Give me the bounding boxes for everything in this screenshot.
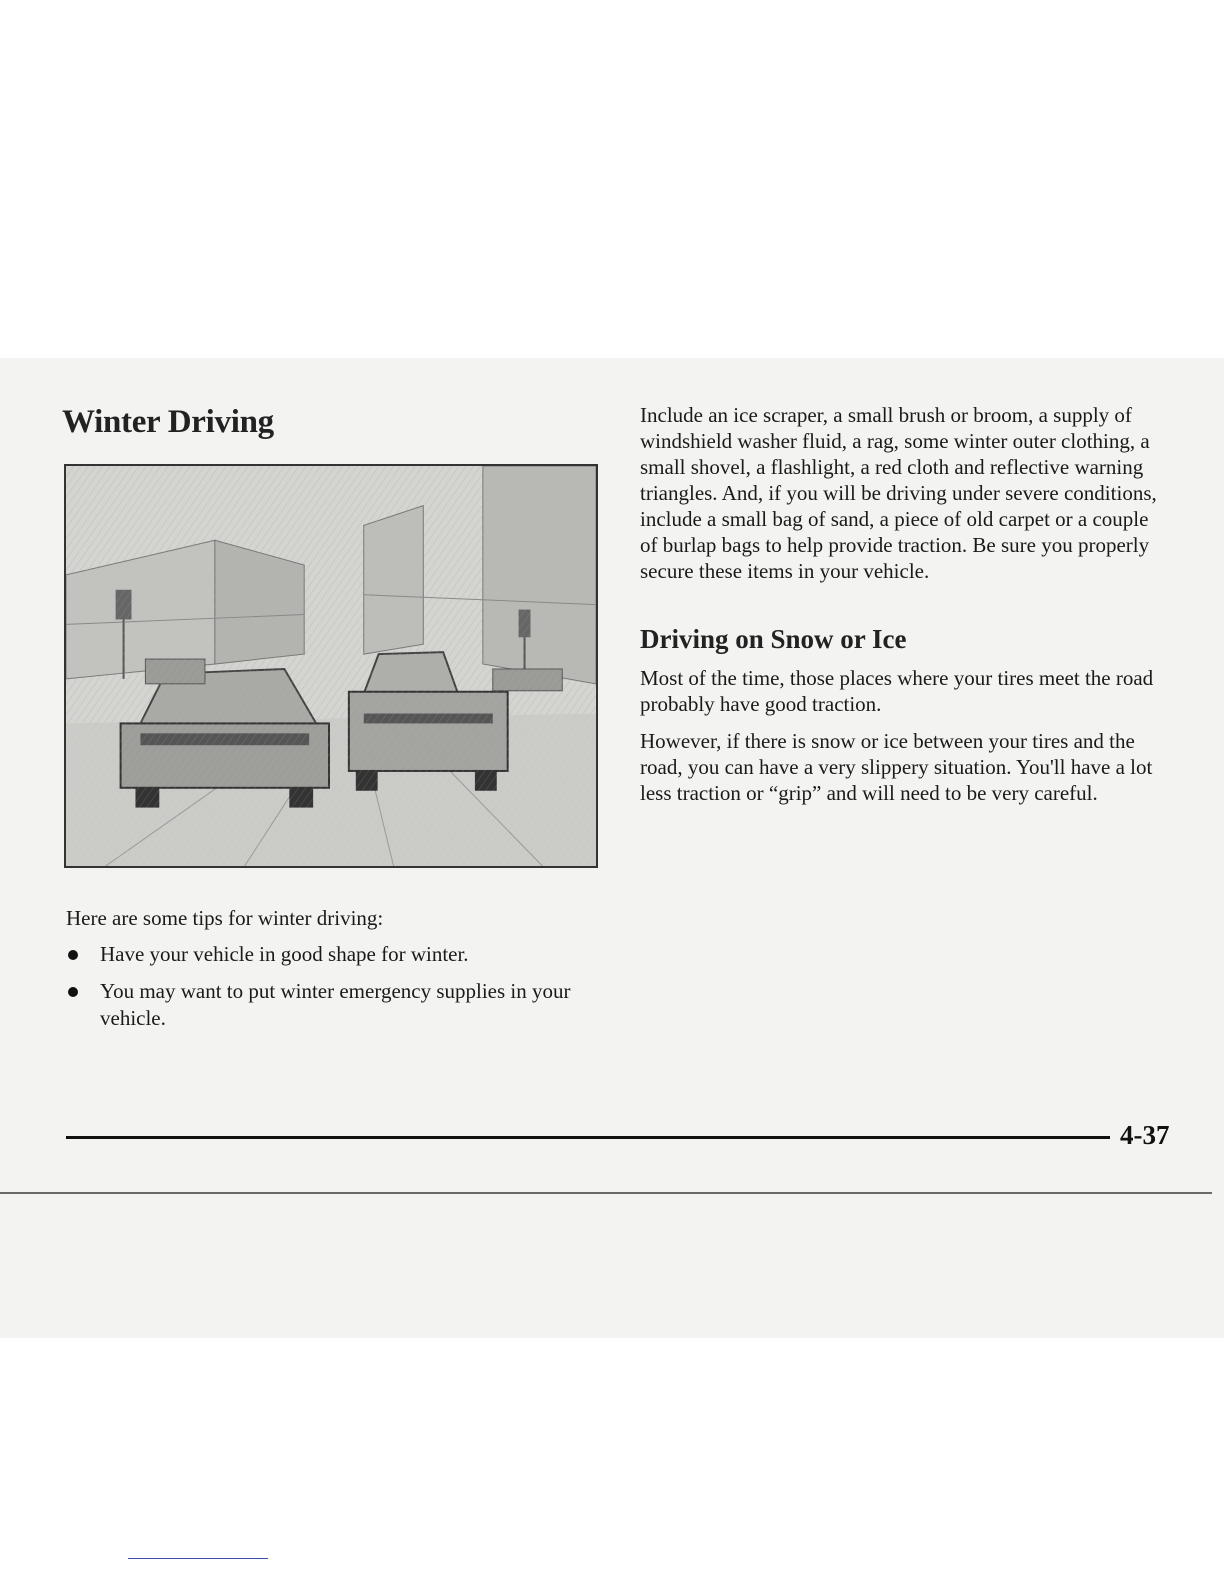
winter-street-illustration	[64, 464, 598, 868]
bullet-icon	[68, 950, 78, 960]
tips-list	[66, 941, 586, 1042]
supplies-paragraph: Include an ice scraper, a small brush or broom, a supply of windshield washer fluid, a rag, some winter outer clothing, a small shovel, a flashlight, a red cloth and reflective warning triangles. And, if you will be driving under severe conditions, include a small bag of sand, a piece of old carpet or a couple of burlap bags to help provide traction. Be sure you properly secure these items in your vehicle.	[640, 403, 1157, 583]
scan-edge-line	[0, 1192, 1212, 1194]
list-item	[66, 941, 586, 968]
page-number: 4-37	[1120, 1120, 1170, 1150]
snow-paragraph-1: Most of the time, those places where your tires meet the road probably have good traction.	[640, 666, 1154, 716]
footer-divider	[66, 1136, 1110, 1139]
snow-paragraph-2: However, if there is snow or ice between your tires and the road, you can have a very slippery situation. You'll have a lot less traction or “grip” and will need to be very careful.	[640, 729, 1153, 805]
tip-text: Have your vehicle in good shape for winter.	[100, 942, 469, 966]
page-title: Winter Driving	[62, 404, 274, 440]
section-heading: Driving on Snow or Ice	[640, 624, 907, 654]
tips-intro: Here are some tips for winter driving:	[66, 906, 384, 930]
footer-line	[128, 1558, 268, 1559]
bullet-icon	[68, 987, 78, 997]
list-item	[66, 978, 586, 1032]
tip-text: You may want to put winter emergency supplies in your vehicle.	[100, 979, 571, 1030]
